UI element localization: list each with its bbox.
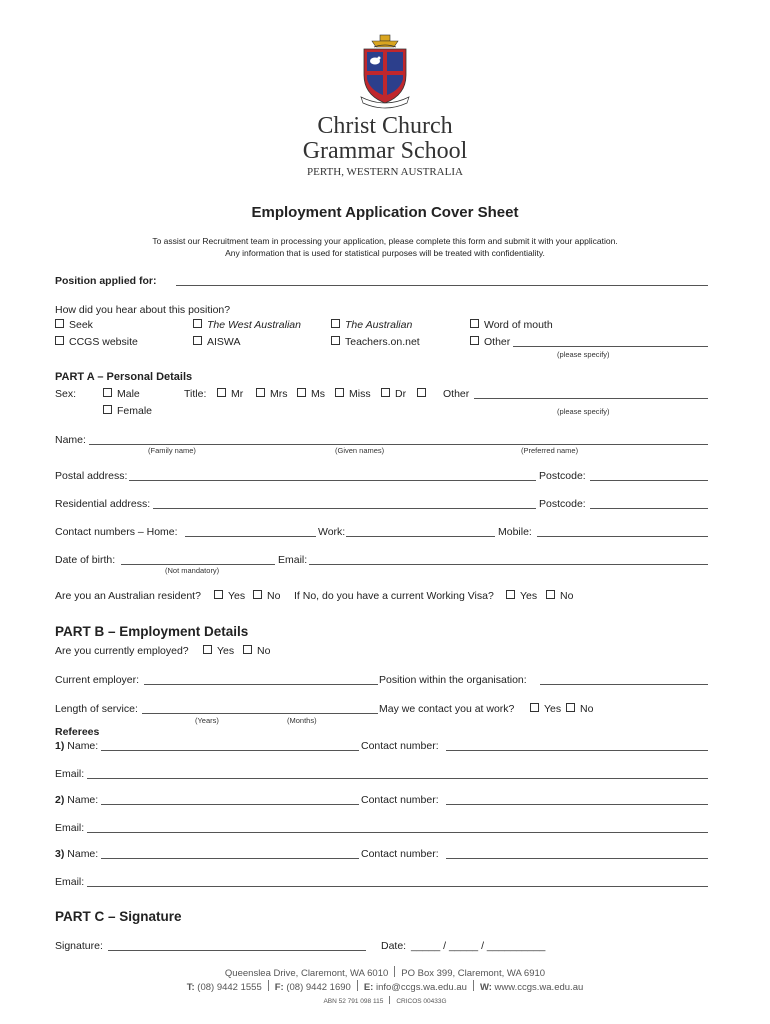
employed-no[interactable]: No	[243, 645, 270, 657]
postcode-label-2: Postcode:	[539, 498, 586, 510]
title-other-label: Other	[443, 388, 470, 400]
family-name-note: (Family name)	[148, 446, 196, 455]
intro-line1: To assist our Recruitment team in processing your application, please complete this form and submit it with your application.	[152, 236, 618, 246]
option-other[interactable]: Other	[470, 336, 510, 348]
sex-label: Sex:	[55, 388, 77, 400]
dob-label: Date of birth:	[55, 554, 116, 566]
employer-field[interactable]	[144, 684, 378, 685]
service-label: Length of service:	[55, 703, 138, 715]
footer-email-link[interactable]: info@ccgs.wa.edu.au	[375, 982, 467, 993]
referee-3-email-label: Email:	[55, 876, 85, 888]
footer-address: Queenslea Drive, Claremont, WA 6010 PO Box 399, Claremont, WA 6910	[224, 968, 546, 979]
referee-3-name: 3) Name:	[55, 848, 99, 860]
dob-field[interactable]	[121, 564, 275, 565]
contact-at-work-question: May we contact you at work?	[379, 703, 515, 715]
referee-1-email-label: Email:	[55, 768, 85, 780]
referee-3-contact-field[interactable]	[446, 858, 708, 859]
position-label: Position applied for:	[55, 275, 157, 287]
school-name-line1: Christ Church	[317, 113, 453, 139]
referee-3-email-field[interactable]	[87, 886, 708, 887]
checkbox[interactable]	[217, 388, 226, 397]
referee-1-name-field[interactable]	[101, 750, 359, 751]
footer-registration: ABN 52 791 098 115 CRICOS 00433G	[323, 998, 447, 1005]
visa-question: If No, do you have a current Working Visa?	[294, 590, 494, 602]
checkbox[interactable]	[331, 319, 340, 328]
postcode-label: Postcode:	[539, 470, 586, 482]
referee-2-contact-label: Contact number:	[361, 794, 439, 806]
postal-label: Postal address:	[55, 470, 128, 482]
residential-field[interactable]	[153, 508, 536, 509]
checkbox[interactable]	[381, 388, 390, 397]
contact-work-yes[interactable]: Yes	[530, 703, 561, 715]
date-label: Date:	[381, 940, 407, 952]
referee-2-name: 2) Name:	[55, 794, 99, 806]
title-label: Title:	[184, 388, 207, 400]
school-location: PERTH, WESTERN AUSTRALIA	[307, 166, 463, 178]
referee-1-contact-field[interactable]	[446, 750, 708, 751]
referee-2-contact-field[interactable]	[446, 804, 708, 805]
option-ccgs-website[interactable]: CCGS website	[55, 336, 138, 348]
intro-line2: Any information that is used for statistical purposes will be treated with confidentiality.	[225, 248, 545, 258]
checkbox[interactable]	[55, 336, 64, 345]
email-label: Email:	[278, 554, 308, 566]
checkbox[interactable]	[253, 590, 262, 599]
checkbox[interactable]	[103, 388, 112, 397]
referee-1-contact-label: Contact number:	[361, 740, 439, 752]
work-phone-field[interactable]	[346, 536, 495, 537]
date-field[interactable]: _____ / _____ / __________	[411, 940, 546, 952]
name-field[interactable]	[89, 444, 708, 445]
referee-1-name: 1) Name:	[55, 740, 99, 752]
school-crest-logo	[360, 33, 410, 109]
position-within-field[interactable]	[540, 684, 708, 685]
sex-male[interactable]: Male	[103, 388, 140, 400]
checkbox[interactable]	[243, 645, 252, 654]
title-miss[interactable]: Miss	[335, 388, 371, 400]
school-name-line2: Grammar School	[302, 138, 468, 164]
checkbox[interactable]	[297, 388, 306, 397]
title-dr[interactable]: Dr	[381, 388, 406, 400]
checkbox[interactable]	[546, 590, 555, 599]
hear-question: How did you hear about this position?	[55, 304, 231, 316]
option-teachers-on-net[interactable]: Teachers.on.net	[331, 336, 420, 348]
resident-question: Are you an Australian resident?	[55, 590, 201, 602]
mobile-field[interactable]	[537, 536, 708, 537]
months-note: (Months)	[287, 716, 317, 725]
checkbox[interactable]	[256, 388, 265, 397]
checkbox[interactable]	[331, 336, 340, 345]
footer-website-link[interactable]: www.ccgs.wa.edu.au	[494, 982, 584, 993]
option-seek[interactable]: Seek	[55, 319, 93, 331]
mobile-label: Mobile:	[498, 526, 532, 538]
checkbox[interactable]	[470, 336, 479, 345]
email-field[interactable]	[309, 564, 708, 565]
title-ms[interactable]: Ms	[297, 388, 325, 400]
title-mrs[interactable]: Mrs	[256, 388, 288, 400]
postal-field[interactable]	[129, 480, 536, 481]
please-specify-note: (please specify)	[557, 350, 610, 359]
checkbox[interactable]	[470, 319, 479, 328]
postcode-field[interactable]	[590, 480, 708, 481]
referee-1-email-field[interactable]	[87, 778, 708, 779]
work-label: Work:	[318, 526, 346, 538]
contact-home-label: Contact numbers – Home:	[55, 526, 178, 538]
checkbox[interactable]	[55, 319, 64, 328]
not-mandatory-note: (Not mandatory)	[165, 566, 220, 575]
residential-label: Residential address:	[55, 498, 151, 510]
referees-heading: Referees	[55, 726, 100, 738]
page-title: Employment Application Cover Sheet	[251, 204, 519, 221]
part-c-heading: PART C – Signature	[55, 909, 182, 924]
position-within-label: Position within the organisation:	[379, 674, 527, 686]
checkbox[interactable]	[193, 319, 202, 328]
contact-work-no[interactable]: No	[566, 703, 593, 715]
footer-contacts: T: (08) 9442 1555 F: (08) 9442 1690 E: info@ccgs.wa.edu.au W: www.ccgs.wa.edu.au	[186, 982, 584, 993]
checkbox[interactable]	[530, 703, 539, 712]
option-aiswa[interactable]: AISWA	[193, 336, 240, 348]
postcode-field-2[interactable]	[590, 508, 708, 509]
checkbox[interactable]	[193, 336, 202, 345]
resident-no[interactable]: No	[253, 590, 280, 602]
please-specify-note: (please specify)	[557, 407, 610, 416]
title-mr[interactable]: Mr	[217, 388, 243, 400]
checkbox[interactable]	[335, 388, 344, 397]
checkbox[interactable]	[417, 388, 426, 397]
checkbox[interactable]	[103, 405, 112, 414]
checkbox[interactable]	[203, 645, 212, 654]
preferred-name-note: (Preferred name)	[521, 446, 579, 455]
part-a-heading: PART A – Personal Details	[55, 371, 193, 383]
option-word-of-mouth[interactable]: Word of mouth	[470, 319, 553, 331]
referee-2-name-field[interactable]	[101, 804, 359, 805]
visa-no[interactable]: No	[546, 590, 573, 602]
other-specify-field[interactable]	[513, 346, 708, 347]
visa-yes[interactable]: Yes	[506, 590, 537, 602]
position-field[interactable]	[176, 285, 708, 286]
sex-female[interactable]: Female	[103, 405, 152, 417]
checkbox[interactable]	[506, 590, 515, 599]
name-label: Name:	[55, 434, 86, 446]
part-b-heading: PART B – Employment Details	[55, 624, 249, 639]
referee-2-email-label: Email:	[55, 822, 85, 834]
checkbox[interactable]	[566, 703, 575, 712]
employed-yes[interactable]: Yes	[203, 645, 234, 657]
referee-2-email-field[interactable]	[87, 832, 708, 833]
referee-3-name-field[interactable]	[101, 858, 359, 859]
given-names-note: (Given names)	[335, 446, 385, 455]
signature-field[interactable]	[108, 950, 366, 951]
checkbox[interactable]	[214, 590, 223, 599]
service-field[interactable]	[142, 713, 378, 714]
years-note: (Years)	[195, 716, 219, 725]
resident-yes[interactable]: Yes	[214, 590, 245, 602]
employer-label: Current employer:	[55, 674, 140, 686]
option-the-australian[interactable]: The Australian	[331, 319, 412, 331]
title-other-checkbox[interactable]	[417, 388, 431, 400]
employed-question: Are you currently employed?	[55, 645, 189, 657]
home-phone-field[interactable]	[185, 536, 316, 537]
signature-label: Signature:	[55, 940, 103, 952]
title-other-field[interactable]	[474, 398, 708, 399]
option-west-australian[interactable]: The West Australian	[193, 319, 301, 331]
referee-3-contact-label: Contact number:	[361, 848, 439, 860]
school-name	[282, 114, 488, 178]
